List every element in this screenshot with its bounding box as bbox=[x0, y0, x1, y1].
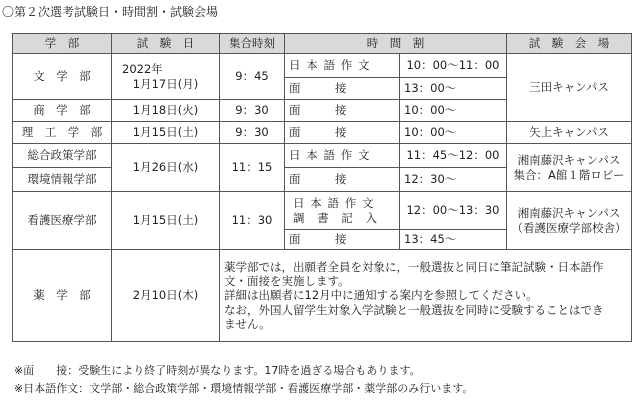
note-line: 詳細は出願者に12月中に通知する案内を参照してください。 bbox=[224, 288, 538, 303]
subject-record: 調書記入 bbox=[293, 210, 390, 225]
dept-nursing: 看護医療学部 bbox=[13, 192, 112, 250]
exam-year: 2022年 bbox=[122, 62, 163, 77]
assembly-letters: 9：45 bbox=[220, 54, 285, 100]
assembly-time: 9：30 bbox=[220, 122, 285, 144]
exam-date: 2月10日(木) bbox=[112, 250, 220, 342]
subject: 面 接 bbox=[285, 122, 400, 144]
assembly-time: 11：15 bbox=[220, 144, 285, 192]
time-slot: 12：30～ bbox=[400, 168, 507, 192]
venue-meeting-point: 集合：A館１階ロビー bbox=[513, 167, 625, 182]
exam-date: 1月18日(火) bbox=[112, 100, 220, 122]
header-dept: 学 部 bbox=[13, 34, 112, 54]
subject: 日本語作文 bbox=[285, 54, 400, 78]
table-row bbox=[13, 122, 632, 144]
table-row bbox=[13, 250, 632, 342]
dept-environment-information: 環境情報学部 bbox=[13, 168, 112, 192]
dept-policy-management: 総合政策学部 bbox=[13, 144, 112, 168]
assembly-time: 11：30 bbox=[220, 192, 285, 250]
subject bbox=[285, 192, 400, 230]
exam-schedule-table bbox=[12, 33, 632, 342]
subject: 面 接 bbox=[285, 168, 400, 192]
time-slot: 11：45～12：00 bbox=[400, 144, 507, 168]
footnotes bbox=[14, 362, 473, 398]
table-header-row bbox=[13, 34, 632, 54]
dept-letters: 文 学 部 bbox=[13, 54, 112, 100]
venue-name: 湘南藤沢キャンパス bbox=[517, 206, 621, 221]
dept-commerce: 商 学 部 bbox=[13, 100, 112, 122]
time-slot: 13：00～ bbox=[400, 78, 507, 100]
note-line: 薬学部では，出願者全員を対象に，一般選抜と同日に筆記試験・日本語作 bbox=[224, 259, 604, 274]
dept-pharmacy: 薬 学 部 bbox=[13, 250, 112, 342]
table-row bbox=[13, 192, 632, 230]
exam-date-letters bbox=[112, 54, 220, 100]
header-timetable: 時 間 割 bbox=[285, 34, 507, 54]
pharmacy-note bbox=[220, 250, 632, 342]
venue-name: 湘南藤沢キャンパス bbox=[517, 153, 621, 168]
note-line: ません。 bbox=[224, 317, 271, 332]
time-slot: 10：00～ bbox=[400, 100, 507, 122]
subject: 日本語作文 bbox=[285, 144, 400, 168]
footnote-essay: ※日本語作文：文学部・総合政策学部・環境情報学部・看護医療学部・薬学部のみ行います。 bbox=[14, 382, 474, 395]
venue-sfc bbox=[507, 144, 632, 192]
assembly-time: 9：30 bbox=[220, 100, 285, 122]
exam-date: 1月26日(水) bbox=[112, 144, 220, 192]
header-assembly-time: 集合時刻 bbox=[220, 34, 285, 54]
note-line: 文・面接を実施します。 bbox=[224, 273, 350, 288]
time-slot: 12：00～13：30 bbox=[400, 192, 507, 230]
venue-building: （看護医療学部校舎） bbox=[511, 220, 627, 235]
subject: 面 接 bbox=[285, 78, 400, 100]
subject: 面 接 bbox=[285, 100, 400, 122]
header-exam-date: 試 験 日 bbox=[112, 34, 220, 54]
time-slot: 13：45～ bbox=[400, 230, 507, 250]
venue-mita: 三田キャンパス bbox=[507, 54, 632, 122]
header-venue: 試 験 会 場 bbox=[507, 34, 632, 54]
note-line: なお，外国人留学生対象入学試験と一般選抜を同時に受験することはでき bbox=[224, 302, 604, 317]
subject-essay: 日本語作文 bbox=[293, 196, 380, 211]
exam-date: 1月15日(土) bbox=[112, 192, 220, 250]
dept-science: 理 工 学 部 bbox=[13, 122, 112, 144]
subject: 面 接 bbox=[285, 230, 400, 250]
venue-nursing bbox=[507, 192, 632, 250]
table-row bbox=[13, 144, 632, 168]
exam-date: 1月17日(月) bbox=[132, 76, 199, 91]
venue-yagami: 矢上キャンパス bbox=[507, 122, 632, 144]
footnote-interview: ※面 接：受験生により終了時刻が異なります。17時を過ぎる場合もあります。 bbox=[14, 364, 421, 377]
time-slot: 10：00～11：00 bbox=[400, 54, 507, 78]
time-slot: 10：00～ bbox=[400, 122, 507, 144]
exam-date: 1月15日(土) bbox=[112, 122, 220, 144]
section-heading: 〇第２次選考試験日・時間割・試験会場 bbox=[2, 5, 219, 19]
table-row bbox=[13, 54, 632, 78]
